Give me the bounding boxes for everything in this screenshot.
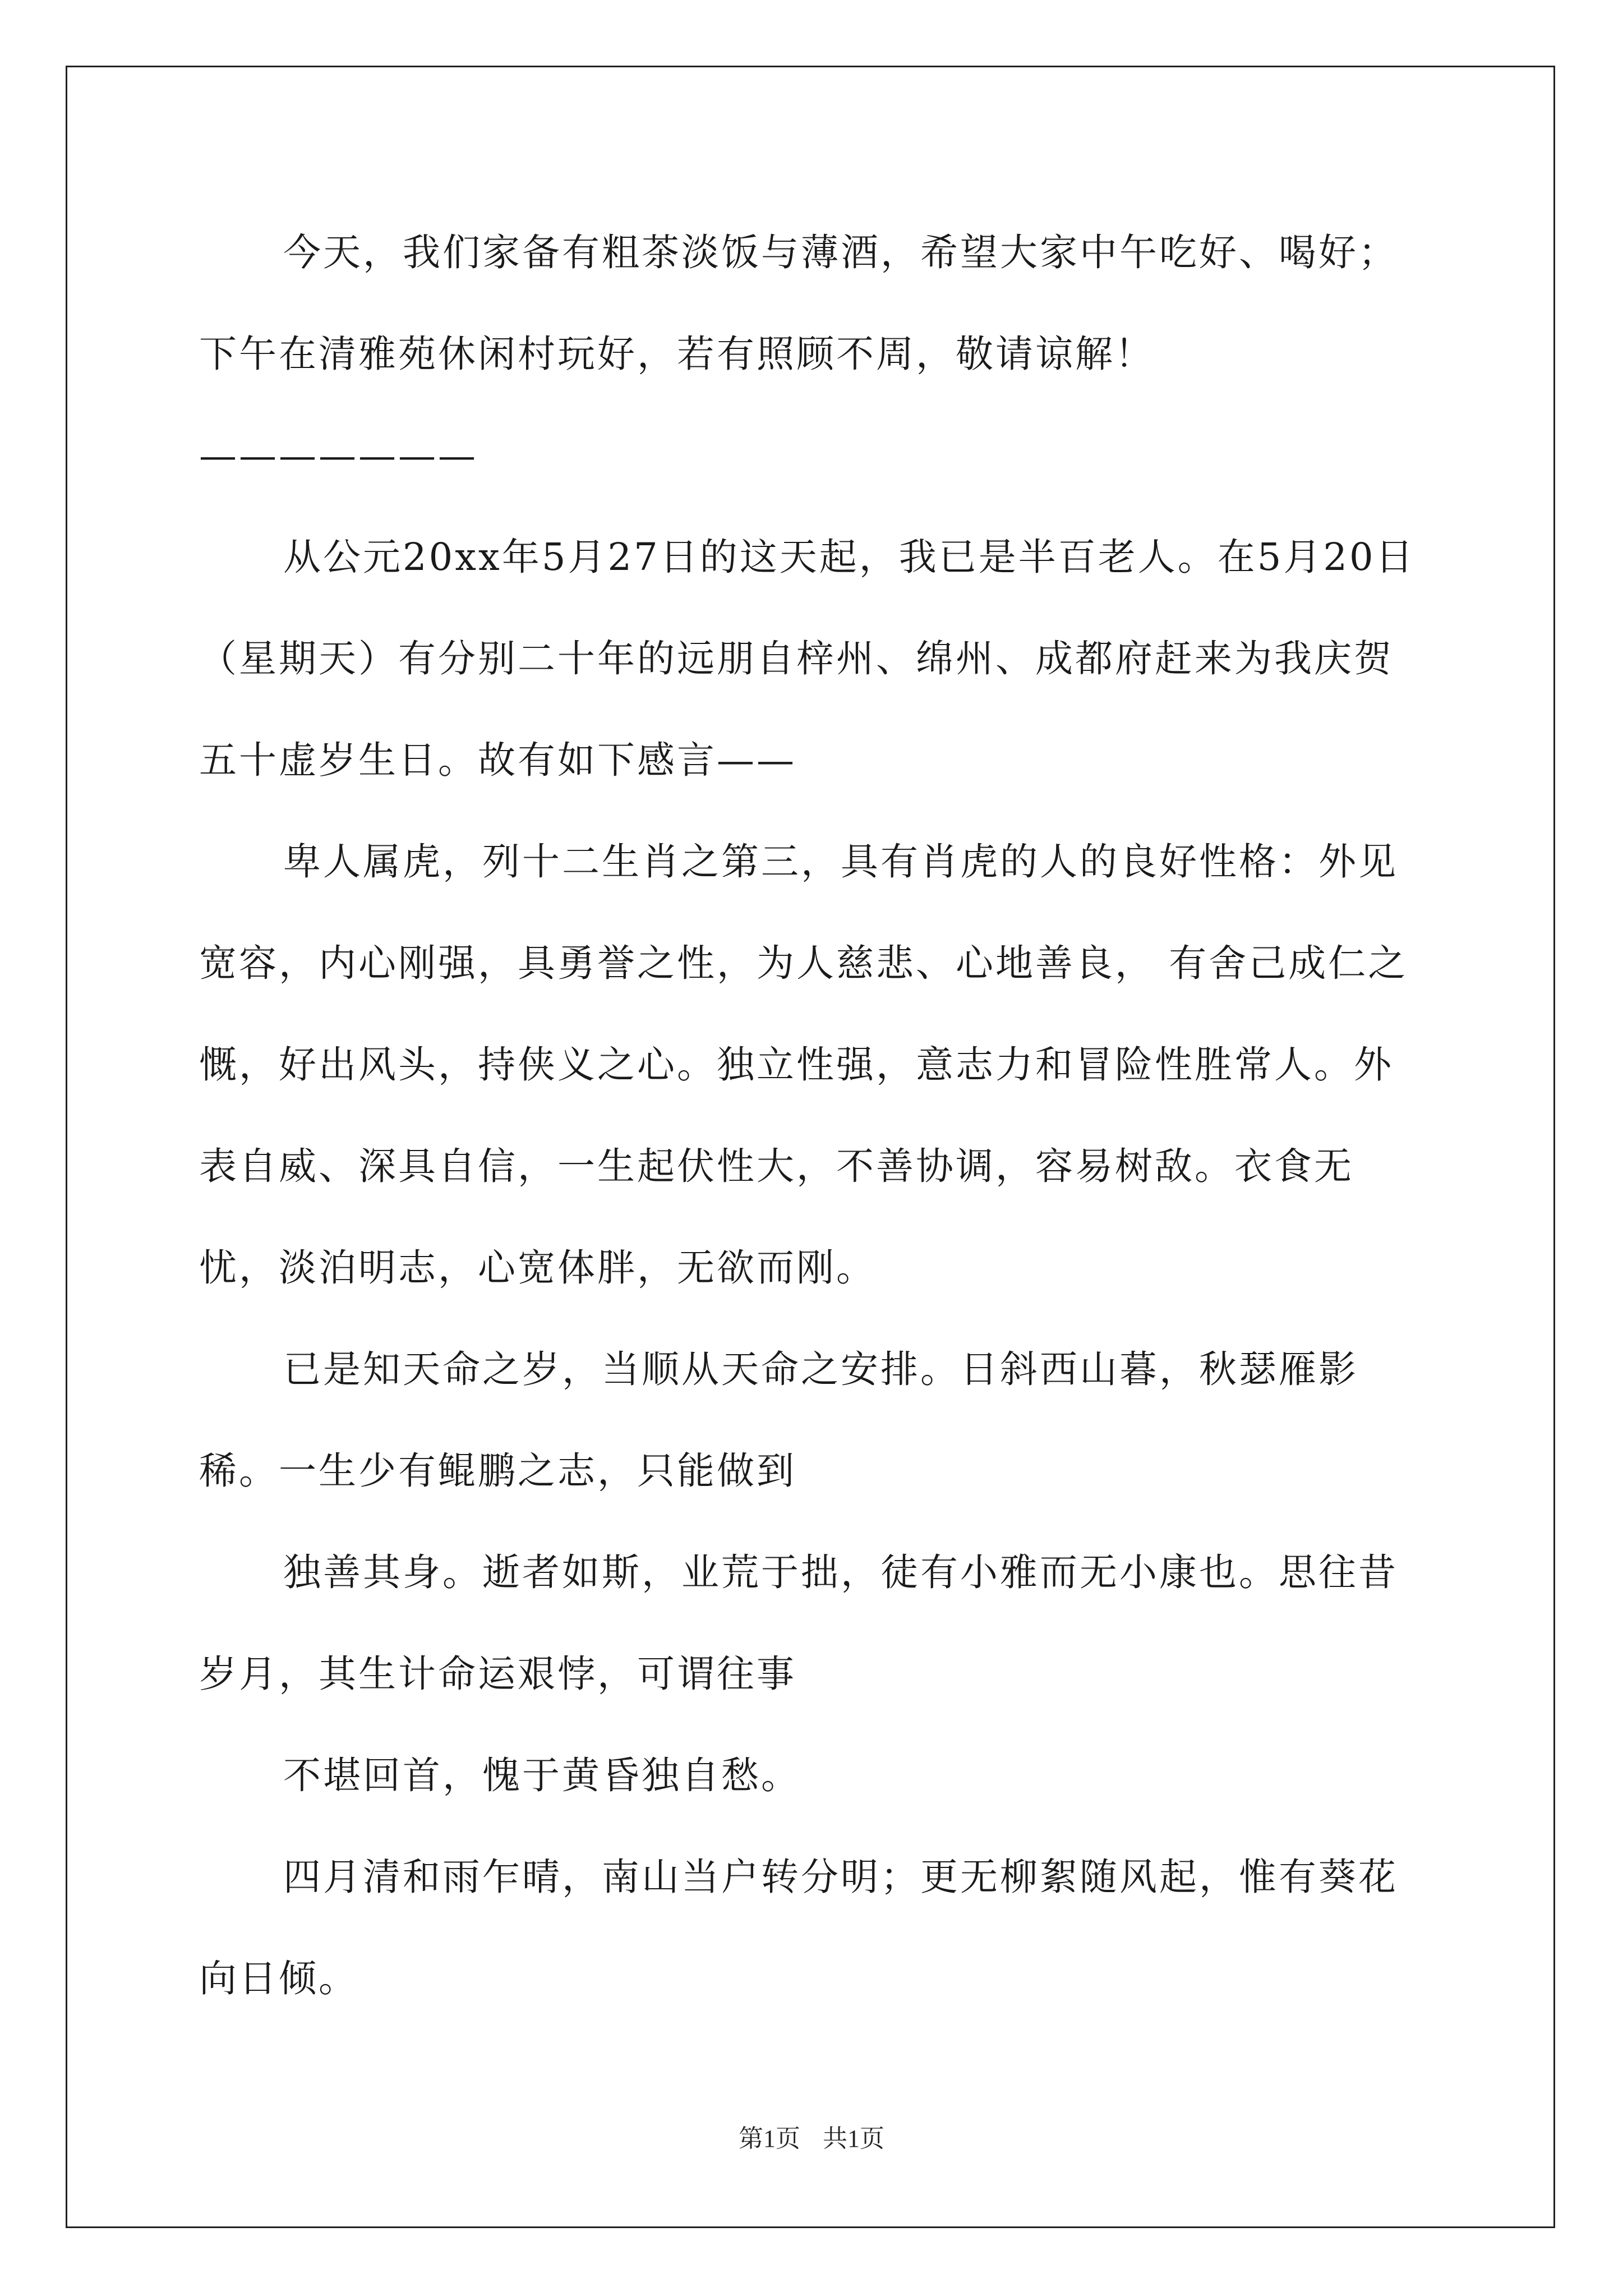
- paragraph-7: 四月清和雨乍晴，南山当户转分明；更无柳絮随风起，惟有葵花向日倾。: [199, 1855, 1398, 2000]
- page-number: 第1页: [739, 2125, 800, 2152]
- paragraph-3: 卑人属虎，列十二生肖之第三，具有肖虎的人的良好性格：外见宽容，内心刚强，具勇誉之性，为人慈悲、心地善良， 有舍己成仁之慨，好出风头，持侠义之心。独立性强，意志力和冒险性胜常人。外表自威、深具自信，一生起伏性大，不善协调，容易树敌。衣食无忧，淡泊明志，心宽体胖，无欲而刚。: [199, 840, 1408, 1290]
- paragraph-6: 不堪回首，愧于黄昏独自愁。: [283, 1754, 801, 1797]
- paragraph-4: 已是知天命之岁，当顺从天命之安排。日斜西山暮，秋瑟雁影稀。一生少有鲲鹏之志，只能做到: [199, 1347, 1358, 1493]
- document-body: [199, 202, 1433, 2030]
- paragraph-2: 从公元20xx年5月27日的这天起，我已是半百老人。在5月20日（星期天）有分别二十年的远朋自梓州、绵州、成都府赶来为我庆贺五十虚岁生日。故有如下感言——: [199, 535, 1415, 782]
- paragraph-1: 今天，我们家备有粗茶淡饭与薄酒，希望大家中午吃好、喝好；下午在清雅苑休闲村玩好，若有照顾不周，敬请谅解！———————: [199, 231, 1398, 477]
- page-footer: [0, 2122, 1623, 2156]
- page-total: 共1页: [823, 2125, 884, 2152]
- paragraph-5: 独善其身。逝者如斯，业荒于拙，徒有小雅而无小康也。思往昔岁月，其生计命运艰悖，可谓往事: [199, 1550, 1398, 1696]
